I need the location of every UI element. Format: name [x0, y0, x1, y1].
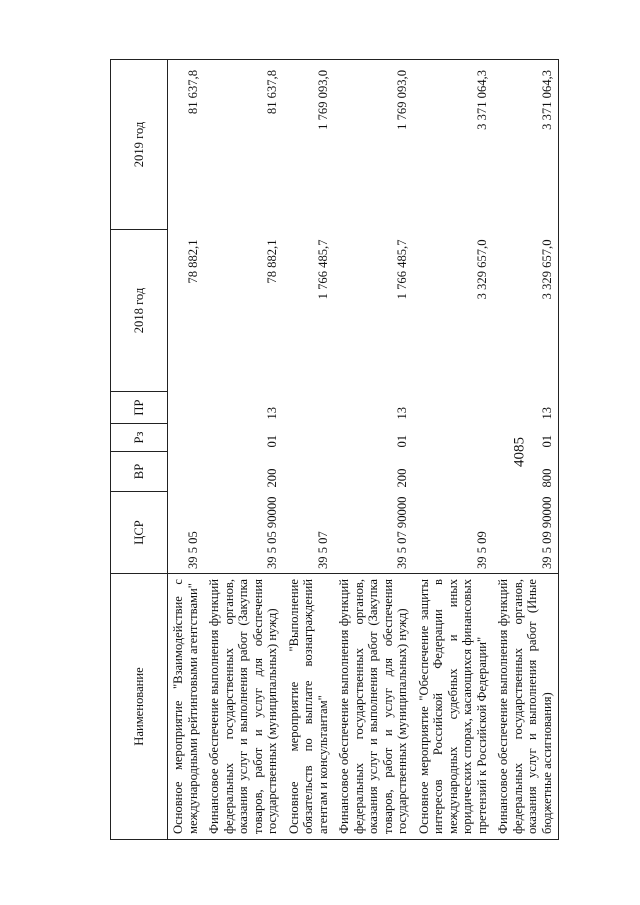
row-rz [284, 424, 335, 452]
row-vr: 800 [493, 452, 559, 492]
header-row [111, 60, 168, 840]
row-vr [168, 452, 205, 492]
row-csr: 39 5 05 90000 [265, 496, 279, 569]
header-name: Наименование [111, 574, 168, 840]
header-csr: ЦСР [111, 492, 168, 574]
row-name: Основное мероприятие "Выполнение обязательств по выплате вознаграждений агентам и консультантам" [284, 574, 335, 840]
row-2018: 3 329 657,0 [474, 239, 489, 300]
row-2018: 1 766 485,7 [395, 239, 409, 300]
row-pr [284, 392, 335, 424]
table-row [334, 60, 414, 840]
row-csr: 39 5 09 [474, 531, 489, 569]
row-name: Основное мероприятие "Обеспечение защиты интересов Российской Федерации в международных судебных и иных юридических спорах, касающихся финансовых претензий к Российской Федерации" [414, 574, 494, 840]
row-name: Основное мероприятие "Взаимодействие с международными рейтинговыми агентствами" [168, 574, 205, 840]
row-csr: 39 5 07 [315, 531, 330, 569]
header-vr: ВР [111, 452, 168, 492]
table-row [284, 60, 335, 840]
budget-table [110, 59, 559, 840]
header-rz: Рз [111, 424, 168, 452]
header-2019: 2019 год [111, 60, 168, 230]
row-pr: 13 [395, 406, 409, 420]
row-2019: 81 637,8 [168, 60, 205, 230]
row-vr: 200 [395, 468, 409, 488]
row-2019: 3 371 064,3 [493, 60, 559, 230]
header-2018: 2018 год [111, 230, 168, 392]
row-pr: 13 [265, 406, 279, 420]
table-row [204, 60, 284, 840]
row-pr [414, 392, 494, 424]
row-2019: 1 769 093,0 [334, 60, 414, 230]
row-2019: 81 637,8 [204, 60, 284, 230]
rotated-page [110, 60, 605, 840]
row-rz [168, 424, 205, 452]
row-name: Финансовое обеспечение выполнения функций федеральных государственных органов, оказания услуг и выполнения работ (Иные бюджетные ассигнования) [493, 574, 559, 840]
row-csr: 39 5 05 [185, 531, 200, 569]
row-rz: 01 [395, 434, 409, 448]
row-pr [168, 392, 205, 424]
row-2018: 1 766 485,7 [315, 239, 330, 300]
row-name: Финансовое обеспечение выполнения функций федеральных государственных органов, оказания услуг и выполнения работ (Закупка товаров, работ и услуг для обеспечения государственных (муниципальных) нужд) [204, 574, 284, 840]
page-number: 4085 [511, 437, 528, 467]
row-2018: 78 882,1 [185, 239, 200, 284]
row-name: Финансовое обеспечение выполнения функций федеральных государственных органов, оказания услуг и выполнения работ (Закупка товаров, работ и услуг для обеспечения государственных (муниципальных) нужд) [334, 574, 414, 840]
row-2019: 3 371 064,3 [414, 60, 494, 230]
row-pr: 13 [493, 392, 559, 424]
table-row [414, 60, 494, 840]
table-row [493, 60, 559, 840]
header-pr: ПР [111, 392, 168, 424]
row-rz: 01 [493, 424, 559, 452]
row-rz [414, 424, 494, 452]
row-2018: 78 882,1 [265, 239, 279, 284]
table-row [168, 60, 205, 840]
row-2018: 3 329 657,0 [493, 230, 559, 392]
row-2019: 1 769 093,0 [284, 60, 335, 230]
row-vr: 200 [265, 468, 279, 488]
row-csr: 39 5 07 90000 [395, 496, 409, 569]
row-rz: 01 [265, 434, 279, 448]
row-vr [284, 452, 335, 492]
row-csr: 39 5 09 90000 [493, 492, 559, 574]
row-vr [414, 452, 494, 492]
